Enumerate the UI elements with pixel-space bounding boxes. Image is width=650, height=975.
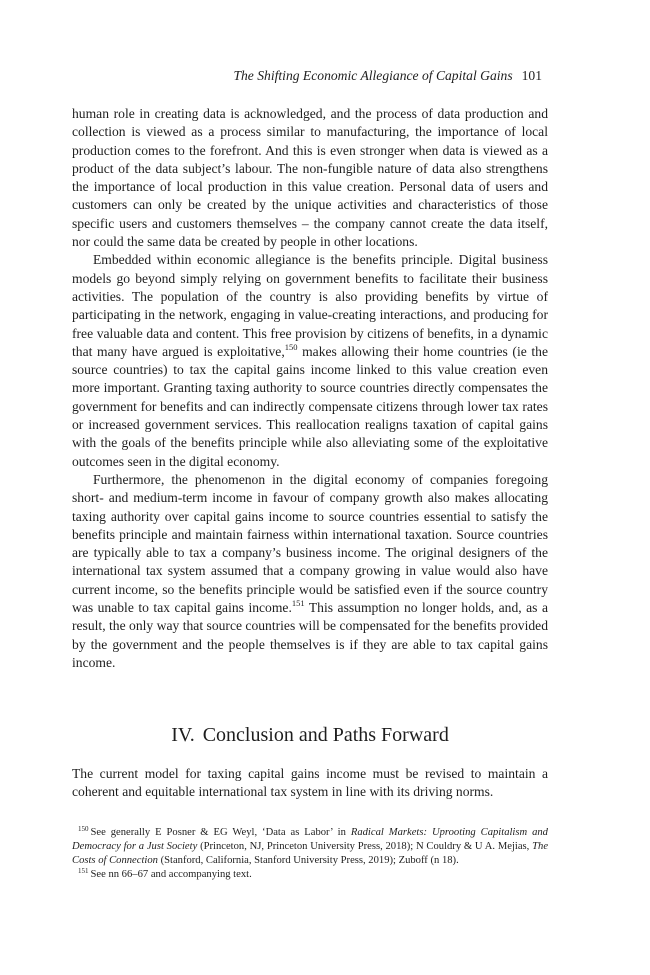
footnote-reference[interactable]: 151 <box>291 598 305 609</box>
paragraph <box>72 251 548 471</box>
section-number: IV. <box>171 724 195 746</box>
section-title: Conclusion and Paths Forward <box>202 724 449 746</box>
footnote-book-title: Radical Markets: Uprooting Capitalism and Democracy for a Just Society <box>72 827 548 852</box>
paragraph-text: Embedded within economic allegiance is the benefits principle. Digital business models go beyond simply relying on government benefits to facilitate their business activities. The population of the country is also providing benefits by virtue of participating in the network, engaging in value-creating interactions, and producing for free valuable data and content. This free provision by citizens of benefits, in a dynamic that many have argued is exploitative, <box>72 252 548 359</box>
footnote <box>72 868 548 882</box>
running-title: The Shifting Economic Allegiance of Capital Gains <box>233 68 513 83</box>
body-text <box>72 105 548 672</box>
running-header <box>233 67 542 85</box>
paragraph <box>72 105 548 251</box>
paragraph-text: This assumption no longer holds, and, as a result, the only way that source countries will be compensated for the benefits provided by the government and the people themselves is if they are able to tax capital gains income. <box>72 600 549 670</box>
footnotes <box>72 826 548 882</box>
footnote-text: See nn 66–67 and accompanying text. <box>90 869 252 880</box>
footnote-text: (Stanford, California, Stanford University Press, 2019); Zuboff (n 18). <box>157 855 459 866</box>
page-number: 101 <box>521 68 542 83</box>
footnote-book-title: The Costs of Connection <box>72 841 549 866</box>
footnote-text: (Princeton, NJ, Princeton University Press, 2018); N Couldry & U A. Mejias, <box>197 841 533 852</box>
footnote-number: 150 <box>78 825 89 833</box>
footnote <box>72 826 548 868</box>
footnote-reference[interactable]: 150 <box>284 341 298 352</box>
paragraph-text: The current model for taxing capital gains income must be revised to maintain a coherent and equitable international tax system in line with its driving norms. <box>72 766 548 800</box>
paragraph-text: makes allowing their home countries (ie the source countries) to tax the capital gains income linked to this value creation even more important. Granting taxing authority to source countries directly compensates the government for benefits and can indirectly compensate citizens through lower tax rates or increased government services. This reallocation realigns taxation of capital gains with the goals of the benefits principle while also alleviating some of the exploitative outcomes seen in the digital economy. <box>72 343 548 469</box>
section-heading <box>0 722 620 748</box>
paragraph <box>72 765 548 802</box>
paragraph-text: human role in creating data is acknowledged, and the process of data production and collection is viewed as a process similar to manufacturing, the importance of local production comes to the forefront. And this is even stronger when data is viewed as a product of the data subject’s labour. The non-fungible nature of data also strengthens the importance of local production in this value creation. Personal data of users and customers can only be created by the unique activities and characteristics of those specific users and customers themselves – the company cannot create the data itself, nor could the same data be created by people in other locations. <box>72 106 548 250</box>
footnote-text: See generally E Posner & EG Weyl, ‘Data as Labor’ in <box>90 827 351 838</box>
footnote-number: 151 <box>78 867 89 875</box>
paragraph <box>72 471 548 672</box>
paragraph-text: Furthermore, the phenomenon in the digital economy of companies foregoing short- and medium-term income in favour of company growth also makes allocating taxing authority over capital gains income to source countries essential to satisfy the benefits principle and maintain fairness within international taxation. Source countries are typically able to tax a company’s business income. The original designers of the international tax system assumed that a company growing in value would also have current income, so the benefits principle would be satisfied even if the source country was unable to tax capital gains income. <box>72 471 548 616</box>
